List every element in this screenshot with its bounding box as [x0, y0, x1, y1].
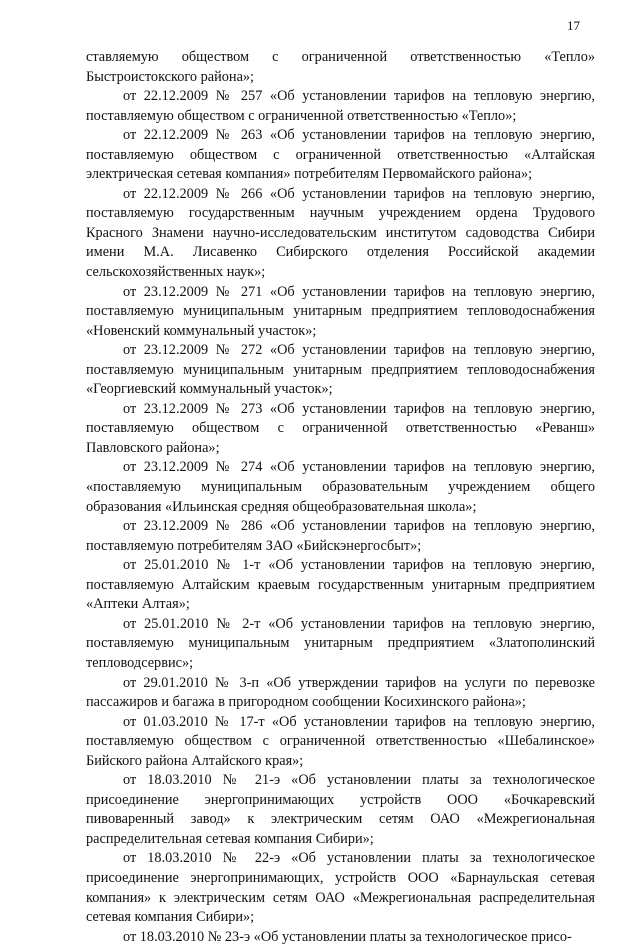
paragraph: от 23.12.2009 № 286 «Об установлении тарифов на тепловую энергию, поставляемую потребителям ЗАО «Бийскэнергосбыт»; — [86, 518, 595, 554]
paragraph: от 18.03.2010 № 22-э «Об установлении платы за технологическое присоединение энергопринимающих, устройств ООО «Барнаульская сетевая компания» к электрическим сетям ОАО «Межрегиональная распределительная сетевая компания Сибири»; — [86, 850, 595, 926]
paragraph: от 23.12.2009 № 274 «Об установлении тарифов на тепловую энергию, «поставляемую муниципальным образовательным учреждением общего образования «Ильинская средняя общеобразовательная школа»; — [86, 459, 595, 515]
page-number: 17 — [567, 18, 580, 33]
paragraph: от 25.01.2010 № 2-т «Об установлении тарифов на тепловую энергию, поставляемую муниципальным унитарным предприятием «Златополинский тепловодсервис»; — [86, 615, 595, 671]
document-body — [86, 48, 595, 947]
paragraph: от 01.03.2010 № 17-т «Об установлении тарифов на тепловую энергию, поставляемую обществом с ограниченной ответственностью «Шебалинское» Бийского района Алтайского края»; — [86, 713, 595, 769]
paragraph: от 23.12.2009 № 272 «Об установлении тарифов на тепловую энергию, поставляемую муниципальным унитарным предприятием тепловодоснабжения «Георгиевский коммунальный участок»; — [86, 342, 595, 398]
paragraph: от 25.01.2010 № 1-т «Об установлении тарифов на тепловую энергию, поставляемую Алтайским краевым государственным унитарным предприятием «Аптеки Алтая»; — [86, 557, 595, 613]
paragraph: от 29.01.2010 № 3-п «Об утверждении тарифов на услуги по перевозке пассажиров и багажа в пригородном сообщении Косихинского района»; — [86, 674, 595, 711]
paragraph: от 22.12.2009 № 257 «Об установлении тарифов на тепловую энергию, поставляемую обществом с ограниченной ответственностью «Тепло»; — [86, 88, 595, 124]
paragraph: от 22.12.2009 № 266 «Об установлении тарифов на тепловую энергию, поставляемую государственным научным учреждением ордена Трудового Красного Знамени научно-исследовательским институтом садоводства Сибири имени М.А. Лисавенко Сибирского отделения Российской академии сельскохозяйственных наук»; — [86, 185, 595, 281]
paragraph: от 18.03.2010 № 23-э «Об установлении платы за технологическое присо- — [123, 928, 572, 945]
paragraph: от 18.03.2010 № 21-э «Об установлении платы за технологическое присоединение энергопринимающих устройств ООО «Бочкаревский пивоваренный завод» к электрическим сетям ОАО «Межрегиональная распределительная сетевая компания Сибири»; — [86, 772, 595, 847]
paragraph: от 23.12.2009 № 273 «Об установлении тарифов на тепловую энергию, поставляемую обществом с ограниченной ответственностью «Реванш» Павловского района»; — [86, 400, 595, 456]
paragraph: ставляемую обществом с ограниченной ответственностью «Тепло» Быстроистокского района»; — [86, 49, 595, 85]
paragraph: от 23.12.2009 № 271 «Об установлении тарифов на тепловую энергию, поставляемую муниципальным унитарным предприятием тепловодоснабжения «Новенский коммунальный участок»; — [86, 283, 595, 339]
paragraph: от 22.12.2009 № 263 «Об установлении тарифов на тепловую энергию, поставляемую обществом с ограниченной ответственностью «Алтайская электрическая сетевая компания» потребителям Первомайского района»; — [86, 127, 595, 183]
